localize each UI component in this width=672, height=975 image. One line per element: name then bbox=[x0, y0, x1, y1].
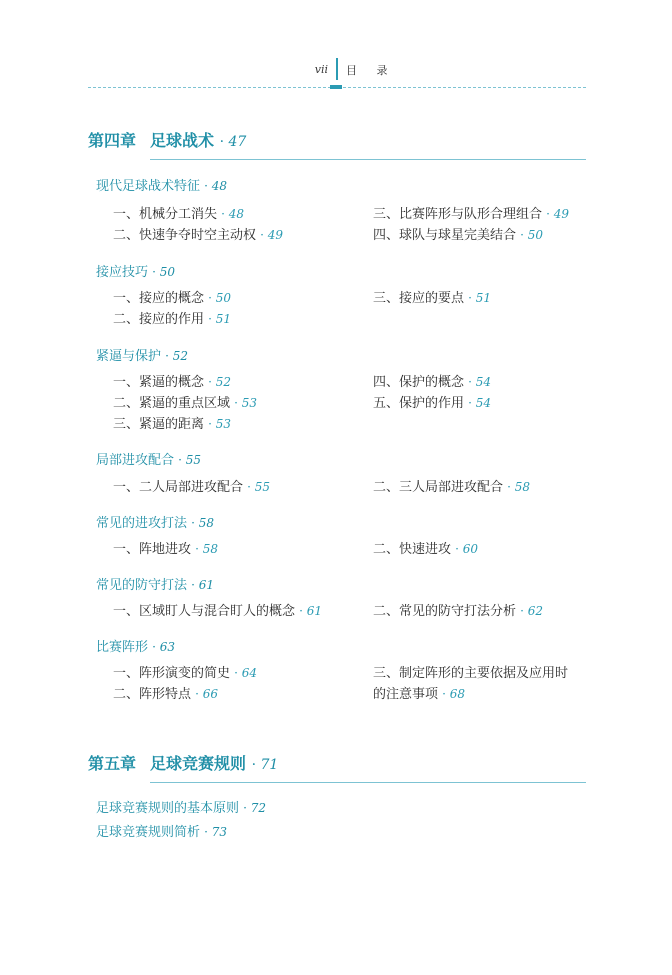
chapter-rule bbox=[150, 159, 586, 160]
item-page: · 68 bbox=[442, 687, 465, 701]
section-page: · 58 bbox=[191, 516, 214, 530]
chapter-4-heading[interactable] bbox=[88, 128, 586, 151]
section-page: · 55 bbox=[178, 453, 201, 467]
item-page: · 66 bbox=[195, 687, 218, 701]
item-page: · 55 bbox=[247, 480, 270, 494]
item-page: · 62 bbox=[520, 604, 543, 618]
section-page: · 48 bbox=[204, 179, 227, 193]
item-title: 五、保护的作用 bbox=[373, 396, 465, 411]
item-page: · 60 bbox=[455, 542, 478, 556]
header-divider bbox=[336, 58, 338, 80]
toc-item-continued[interactable] bbox=[373, 683, 465, 702]
page-number: vii bbox=[314, 63, 328, 76]
item-page: · 64 bbox=[234, 666, 257, 680]
item-title: 一、阵形演变的简史 bbox=[113, 666, 231, 681]
toc-item[interactable] bbox=[113, 662, 257, 681]
header-rule-marker bbox=[330, 85, 342, 89]
item-title: 一、接应的概念 bbox=[113, 291, 205, 306]
toc-section[interactable] bbox=[96, 636, 175, 655]
item-title: 四、球队与球星完美结合 bbox=[373, 228, 517, 243]
item-title: 二、紧逼的重点区域 bbox=[113, 396, 231, 411]
toc-section[interactable] bbox=[96, 574, 214, 593]
item-page: · 51 bbox=[468, 291, 491, 305]
section-title: 足球竞赛规则的基本原则 bbox=[96, 801, 240, 816]
item-title: 二、快速进攻 bbox=[373, 542, 452, 557]
chapter-title: 足球竞赛规则 bbox=[150, 754, 247, 773]
section-title: 常见的防守打法 bbox=[96, 578, 188, 593]
item-title: 三、比赛阵形与队形合理组合 bbox=[373, 207, 543, 222]
item-page: · 49 bbox=[546, 207, 569, 221]
section-page: · 63 bbox=[152, 640, 175, 654]
chapter-page: · 71 bbox=[252, 757, 279, 773]
toc-section[interactable] bbox=[96, 261, 175, 280]
toc-item[interactable] bbox=[113, 371, 231, 390]
toc-section[interactable] bbox=[96, 345, 188, 364]
chapter-label: 第四章 bbox=[88, 131, 137, 150]
item-title: 一、紧逼的概念 bbox=[113, 375, 205, 390]
item-title: 三、紧逼的距离 bbox=[113, 417, 205, 432]
section-title: 现代足球战术特征 bbox=[96, 179, 201, 194]
section-title: 足球竞赛规则简析 bbox=[96, 825, 201, 840]
toc-item[interactable] bbox=[113, 203, 244, 222]
toc-item[interactable] bbox=[373, 392, 491, 411]
toc-section[interactable] bbox=[96, 512, 214, 531]
section-page: · 72 bbox=[243, 801, 266, 815]
item-page: · 58 bbox=[507, 480, 530, 494]
toc-section[interactable] bbox=[96, 449, 201, 468]
toc-item[interactable] bbox=[373, 203, 569, 222]
item-page: · 53 bbox=[234, 396, 257, 410]
item-title: 四、保护的概念 bbox=[373, 375, 465, 390]
toc-item[interactable] bbox=[113, 287, 231, 306]
item-title: 三、接应的要点 bbox=[373, 291, 465, 306]
item-title: 二、接应的作用 bbox=[113, 312, 205, 327]
chapter-5-heading[interactable] bbox=[88, 751, 586, 774]
section-page: · 50 bbox=[152, 265, 175, 279]
toc-item[interactable] bbox=[373, 662, 568, 681]
item-title: 三、制定阵形的主要依据及应用时 bbox=[373, 666, 569, 681]
toc-item[interactable] bbox=[113, 538, 218, 557]
item-title: 一、区域盯人与混合盯人的概念 bbox=[113, 604, 296, 619]
item-page: · 54 bbox=[468, 375, 491, 389]
chapter-rule bbox=[150, 782, 586, 783]
toc-item[interactable] bbox=[113, 413, 231, 432]
toc-section[interactable] bbox=[96, 821, 227, 840]
toc-item[interactable] bbox=[113, 224, 283, 243]
item-page: · 58 bbox=[195, 542, 218, 556]
toc-section[interactable] bbox=[96, 797, 266, 816]
toc-item[interactable] bbox=[113, 476, 270, 495]
item-page: · 50 bbox=[208, 291, 231, 305]
toc-item[interactable] bbox=[373, 476, 530, 495]
toc-item[interactable] bbox=[373, 371, 491, 390]
item-title: 二、常见的防守打法分析 bbox=[373, 604, 517, 619]
item-page: · 48 bbox=[221, 207, 244, 221]
item-title: 二、三人局部进攻配合 bbox=[373, 480, 504, 495]
section-page: · 61 bbox=[191, 578, 214, 592]
item-title: 二、快速争夺时空主动权 bbox=[113, 228, 257, 243]
toc-item[interactable] bbox=[113, 683, 218, 702]
section-title: 比赛阵形 bbox=[96, 640, 149, 655]
section-title: 接应技巧 bbox=[96, 265, 149, 280]
item-page: · 54 bbox=[468, 396, 491, 410]
item-title: 一、二人局部进攻配合 bbox=[113, 480, 244, 495]
item-page: · 51 bbox=[208, 312, 231, 326]
section-title: 紧逼与保护 bbox=[96, 349, 162, 364]
toc-item[interactable] bbox=[373, 600, 543, 619]
item-title: 的注意事项 bbox=[373, 687, 439, 702]
chapter-page: · 47 bbox=[220, 134, 247, 150]
section-title: 常见的进攻打法 bbox=[96, 516, 188, 531]
toc-section[interactable] bbox=[96, 175, 227, 194]
toc-item[interactable] bbox=[113, 308, 231, 327]
item-page: · 50 bbox=[520, 228, 543, 242]
toc-item[interactable] bbox=[113, 600, 322, 619]
toc-item[interactable] bbox=[113, 392, 257, 411]
header-title: 目 录 bbox=[346, 64, 396, 77]
item-title: 一、阵地进攻 bbox=[113, 542, 192, 557]
item-title: 一、机械分工消失 bbox=[113, 207, 218, 222]
section-title: 局部进攻配合 bbox=[96, 453, 175, 468]
chapter-title: 足球战术 bbox=[150, 131, 215, 150]
item-page: · 49 bbox=[260, 228, 283, 242]
item-page: · 53 bbox=[208, 417, 231, 431]
item-page: · 52 bbox=[208, 375, 231, 389]
item-page: · 61 bbox=[299, 604, 322, 618]
chapter-label: 第五章 bbox=[88, 754, 137, 773]
section-page: · 73 bbox=[204, 825, 227, 839]
toc-item[interactable] bbox=[373, 538, 478, 557]
section-page: · 52 bbox=[165, 349, 188, 363]
item-title: 二、阵形特点 bbox=[113, 687, 192, 702]
toc-item[interactable] bbox=[373, 224, 543, 243]
toc-item[interactable] bbox=[373, 287, 491, 306]
